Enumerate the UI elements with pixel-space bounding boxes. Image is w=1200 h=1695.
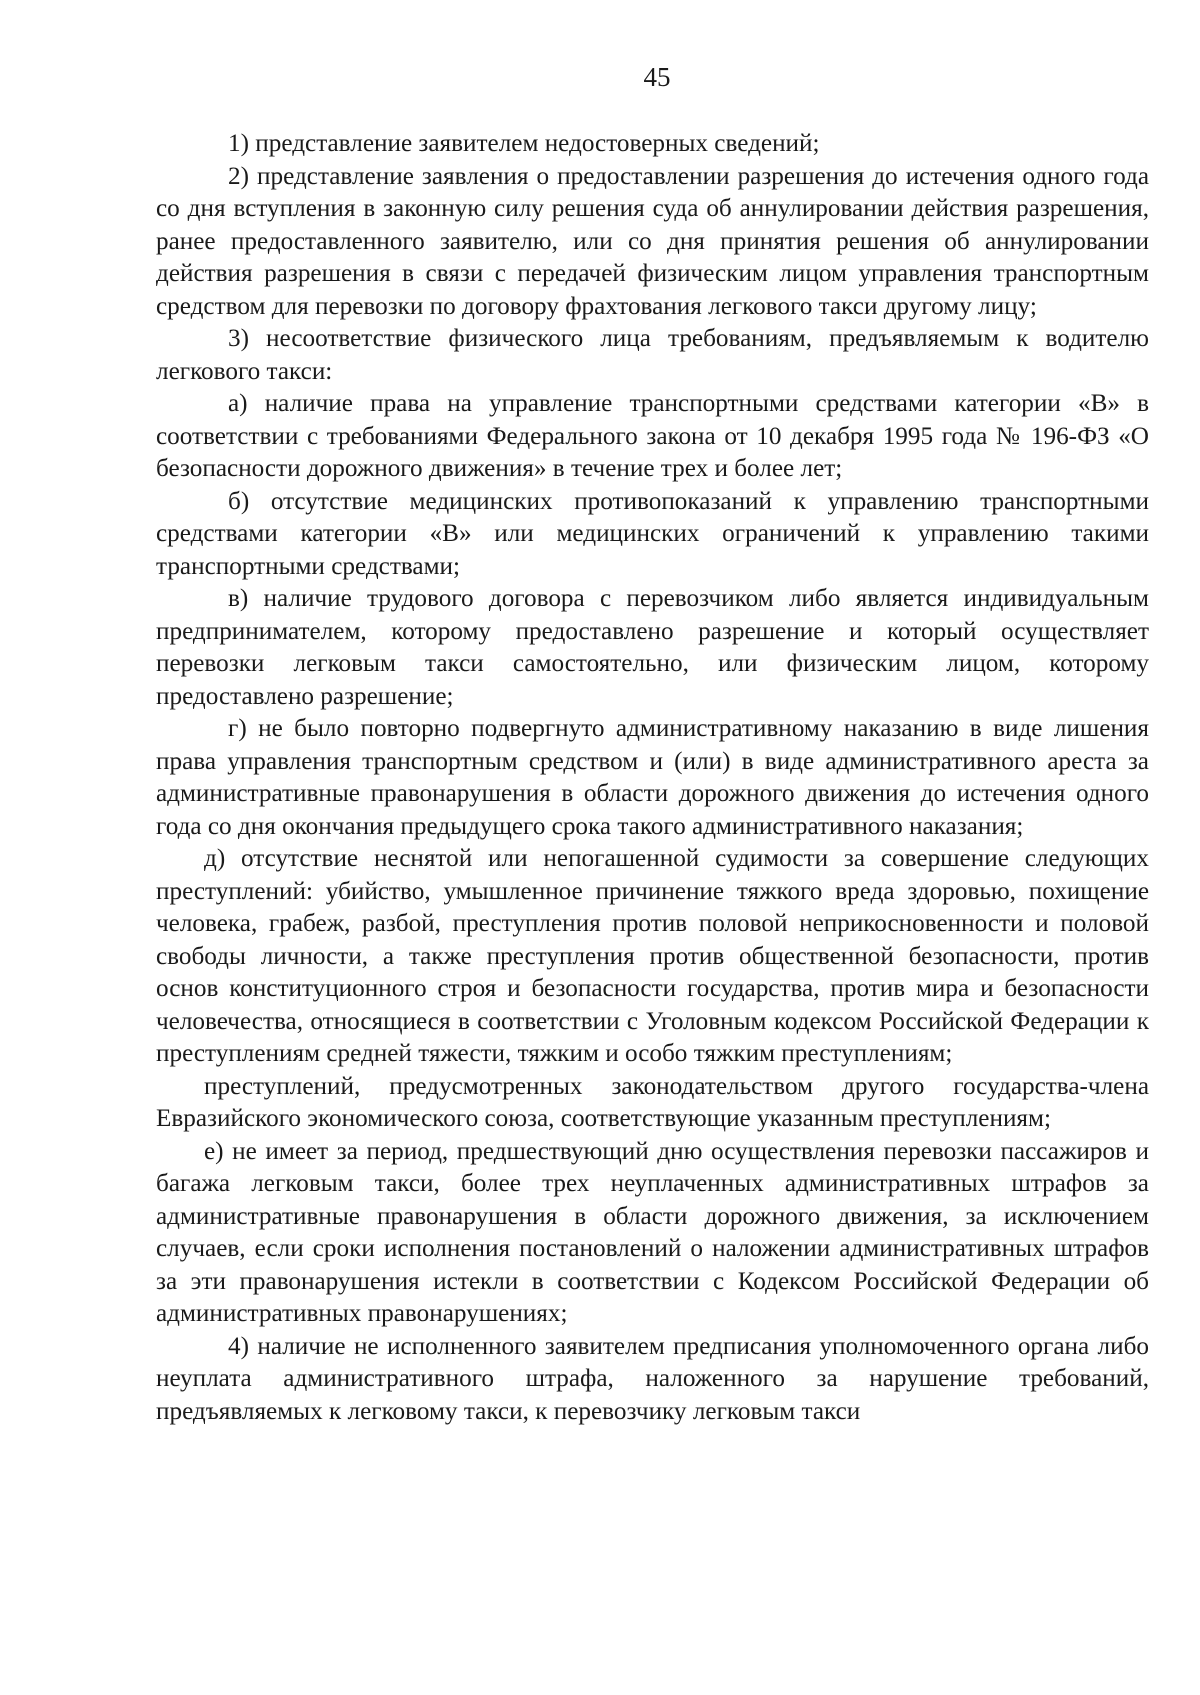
- paragraph-continuation: преступлений, предусмотренных законодательством другого государства-члена Евразийского экономического союза, соответствующие указанным преступлениям;: [156, 1072, 1149, 1132]
- paragraph-item-1: 1) представление заявителем недостоверных сведений;: [228, 130, 820, 157]
- paragraph-item-3: 3) несоответствие физического лица требованиям, предъявляемым к водителю легкового такси:: [156, 325, 1149, 385]
- paragraph-subitem-g: г) не было повторно подвергнуто административному наказанию в виде лишения права управления транспортным средством и (или) в виде административного ареста за административные правонарушения в области дорожного движения до истечения одного года со дня окончания предыдущего срока такого административного наказания;: [156, 715, 1149, 840]
- document-body: [156, 128, 1149, 1428]
- paragraph-subitem-b: б) отсутствие медицинских противопоказаний к управлению транспортными средствами категории «В» или медицинских ограничений к управлению такими транспортными средствами;: [156, 487, 1149, 580]
- paragraph-subitem-v: в) наличие трудового договора с перевозчиком либо является индивидуальным предпринимателем, которому предоставлено разрешение и который осуществляет перевозки легковым такси самостоятельно, или физическим лицом, которому предоставлено разрешение;: [156, 585, 1149, 710]
- page-number: 45: [643, 62, 671, 92]
- paragraph-item-4: 4) наличие не исполненного заявителем предписания уполномоченного органа либо неуплата административного штрафа, наложенного за нарушение требований, предъявляемых к легковому такси, к перевозчику легковым такси: [156, 1332, 1149, 1425]
- paragraph-subitem-a: а) наличие права на управление транспортными средствами категории «В» в соответствии с требованиями Федерального закона от 10 декабря 1995 года № 196-ФЗ «О безопасности дорожного движения» в течение трех и более лет;: [156, 390, 1149, 482]
- paragraph-subitem-e: е) не имеет за период, предшествующий дню осуществления перевозки пассажиров и багажа легковым такси, более трех неуплаченных административных штрафов за административные правонарушения в области дорожного движения, за исключением случаев, если сроки исполнения постановлений о наложении административных штрафов за эти правонарушения истекли в соответствии с Кодексом Российской Федерации об административных правонарушениях;: [156, 1137, 1149, 1327]
- paragraph-subitem-d: д) отсутствие неснятой или непогашенной судимости за совершение следующих преступлений: убийство, умышленное причинение тяжкого вреда здоровью, похищение человека, грабеж, разбой, преступления против половой неприкосновенности и половой свободы личности, а также преступления против общественной безопасности, против основ конституционного строя и безопасности государства, против мира и безопасности человечества, относящиеся в соответствии с Уголовным кодексом Российской Федерации к преступлениям средней тяжести, тяжким и особо тяжким преступлениям;: [156, 845, 1149, 1067]
- paragraph-item-2: 2) представление заявления о предоставлении разрешения до истечения одного года со дня вступления в законную силу решения суда об аннулировании действия разрешения, ранее предоставленного заявителю, или со дня принятия решения об аннулировании действия разрешения в связи с передачей физическим лицом управления транспортным средством для перевозки по договору фрахтования легкового такси другому лицу;: [156, 162, 1149, 320]
